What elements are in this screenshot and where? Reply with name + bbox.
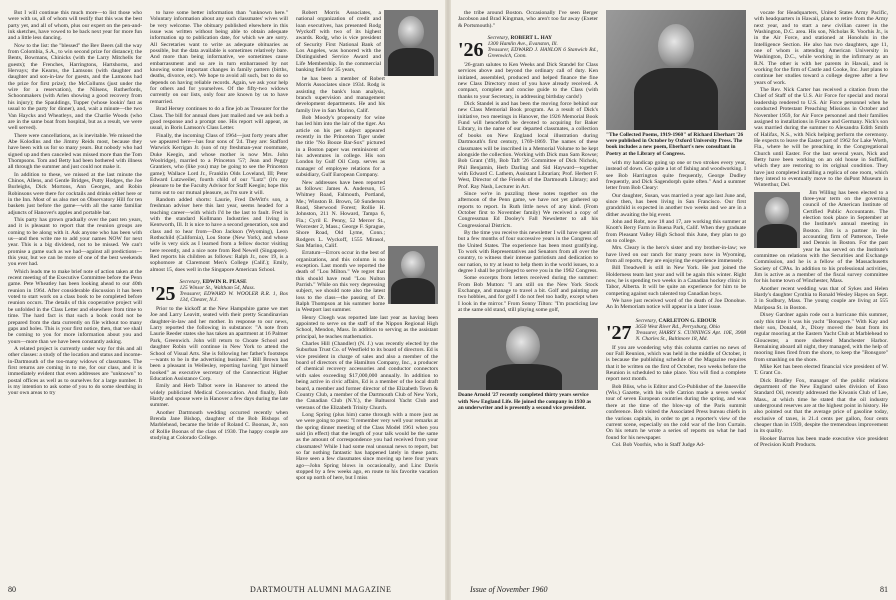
paragraph: the tribe around Boston. Occasionally I've seen Berger Jacobson and Brad Kingman, who aren't too far away (Exeter & Portsmouth)." <box>458 10 598 29</box>
column-text <box>606 160 746 312</box>
paragraph: Since we're in puzzling these notes together on the afternoon of the Penn game, we have not yet gathered up reports to report. In Ruth little news of any kind. (From October first to November family) We received a copy of Congressman Ed Dooley's Fall Newsletter to all his Congressional Districts. <box>458 190 598 229</box>
paragraph: This party has grown gradually over the past ten years, and it is pleasant to report that the reunion groups are coming to be along with it. Ask anyone who has been with us—and then write me to add your names NOW for next year. This is a big dividend, not to be missed. We can't promise a game such as we had—against all predictions—this year, but we can be more of one of the best weekends you ever had. <box>8 217 142 268</box>
treasurer-label: Treasurer, EDWARD J. HANLON <box>487 47 562 54</box>
left-page-column-3 <box>296 10 438 576</box>
class-1926-header <box>458 35 598 62</box>
secretary-address: 3650 West River Rd., Perrysburg, Ohio <box>635 323 720 330</box>
photo-doane-arnold <box>458 318 598 390</box>
column-text <box>606 345 746 449</box>
right-page-column-3 <box>754 10 888 576</box>
wyckoff-block <box>296 10 438 76</box>
photo-richard-eberhart <box>606 10 746 130</box>
class-1925-header <box>150 279 288 306</box>
treasurer-address: R.R. 1, Box 134, Chester, N.J. <box>179 291 288 304</box>
paragraph: Emily and Herb Talbot were in Hanover to attend the widely publicized Medical Convocation. And finally, Bob Hardy and spouse were in Hanover a few days during the late summer. <box>150 383 288 409</box>
magazine-title: DARTMOUTH ALUMNI MAGAZINE <box>250 585 392 594</box>
secretary-name: ROBERT L. HAY <box>510 35 553 42</box>
class-number: '26 <box>458 39 484 62</box>
paragraph: Henry Cloegh was reported late last year as having been appointed to serve on the staff of the Nippon Regional High School, Mendon, Mass. In addition to serving as the assistant principal, he teaches mathematics. <box>296 314 438 340</box>
column-text <box>150 306 288 441</box>
paragraph: Prior to the kickoff at the New Hampshire game we met Joe and Larry Leavitt, seated with their pretty Scandinavian daughter-in-law and her mother. In response to our news, Larry reported the following in substance: "A note from Laurie Reeder states she has taken an apartment at 16 Palmer Park, Greenwich. John will return to Choate School and daughter Robin will continue in New York to attend the School of Visual Arts. She is following her father's footsteps—wants to be in the advertising business." Bill Brown has been a pleasant in Wellesley, reporting having "got himself hooked" as executive secretary of the Connecticut Higher Education Assistance Corp. <box>150 306 288 382</box>
secretary-label: Secretary, <box>635 317 658 324</box>
secretary-label: Secretary, <box>179 279 202 286</box>
paragraph: Another Dartmouth wedding occurred recently when Brenda Jane Bishop, daughter of the Bob Bishops of Marblehead, became the bride of Roland C. Boonas, Jr., son of Rollie Boonas of the class of 1930. The happy couple are studying at Colorado College. <box>150 409 288 441</box>
column-text <box>296 10 381 76</box>
paragraph: We have just received word of the death of Joe Donohue. An In Memoriam notice will appear in a later issue. <box>606 298 746 311</box>
paragraph: The Rev. Nick Carter has received a citation from the Chief of Staff of the U.S. Air Force for special and moral leadership rendered to U.S. Air Force personnel when he conducted Protestant Preaching Missions in October and November 1959, for Air Force personnel and their families assigned to installations in France and Germany. Nick's son was married during the summer to Alexandra Edith Smith of Halifax, N.S., with Nick helping perform the ceremony. He expects to leave the Easter part of 1962 for Lake Worth, Fla., where he will be preaching in the Congregational Church until Easter. For the last several years, Nick and Betty have been working on an old house in Suffield, which they are restoring to its original condition. They have just completed installing a replica of one room, which they intend to eventually move to the duPont Museum in Winterthur, Del. <box>754 87 888 189</box>
paragraph: Long Spring (plus him) came through with a more just as we were going to press: "I remember very well your remarks at the spring dinner meeting of the Class Model 1961 when you said (in effect) that the length of your talk would be the same as the amount of correspondence you had received from your classmates? While I had some real unusual news to report, but so far nothing fantastic has happened lately in these parts. Have seen a few classmates since moving up here four years ago—John Spring blows in occasionally, and Linc Davis stopped by a few weeks ago, en route to his favorite vacation spot up north of here, but I miss <box>296 411 438 482</box>
portrait-body <box>757 224 797 248</box>
paragraph: But I will continue this much more—to list those who were with us, all of whom will testify that this was the best party yet, and all of whom, plus our expert on the pen-and-ink sketches, have vowed to be back next year for more fun and a little less dancing. <box>8 10 142 42</box>
page-gutter <box>445 0 451 600</box>
left-page-column-1 <box>8 10 142 576</box>
class-officers <box>180 279 288 303</box>
secretary-address: 1300 Hamlin Ave., Evanston, Ill. <box>487 41 558 48</box>
class-1927-header <box>606 318 746 342</box>
class-number: '25 <box>150 283 176 306</box>
photo-caption-eberhart: "The Collected Poems, 1919-1960" of Richard Eberhart '26 were published in October by Oxford University Press. The book includes a new poem, Eberhart's new consultant in Poetry at the Library of Congress. <box>606 132 744 157</box>
paragraph: Bob Moody's propensity for wine has led him into the lair of the tiger. An article on his pet subject appeared recently in the Princeton Tiger under the title "No Booze Bar-Sox" pictured in a Boston paper was reminiscent of his adventures in college. His son London by Gulf Oil Corp. serves as manager of employee relations for a subsidiary, Gulf European Company. <box>296 115 385 179</box>
paragraph: New addresses have been reported as follows: James A. Anderson, 15 Whitney Road, Falmouth, Portland, Me.; Winston B. Brown, 50 Sunderson Road, Sherwood Forest; Rollie H. Johnston, 211 N. Howard, Tampa 6, Fla.; Cyril E. Penny, 52 Mercer St., Worcester 2, Mass.; George F. Sprague, Shore Road, Old Lyme, Conn.; Rodgers L. Wyckoff, 1555 Mirasol, San Marino, Calif. <box>296 179 385 249</box>
paragraph: There were cancellations, as is inevitable. We missed the Abe Kolodins and the Jimmy Reids most, because they have been with us for so many years. But nobody who had signed up and then canceled was missed more than the Tom Thompsons. Tom and Betty had been bothered with illness all through the summer and just could not make it. <box>8 132 142 171</box>
paragraph: Erratum—Errors occur in the best of organizations, and this column is no exception. Last month we reported the death of "Lou Milton." We regret that this should have read "Lou Nulton Parrish." While on this very depressing subject, we should note also the latest loss to the class—the passing of Dr. Ralph Thompson at his summer home in Westport last summer. <box>296 250 385 314</box>
paragraph: Robert Morris Associates, a national organization of credit and loan executives, has presented Rodg Wyckoff with two of its highest awards. Rodg, who is vice president of Security First National Bank of Los Angeles, was honored with the Distinguished Service Award and Life Membership. In the commercial banking field for 35 years, <box>296 10 381 74</box>
left-page-column-2 <box>150 10 288 576</box>
column-text-with-photo <box>296 76 438 482</box>
paragraph: Random added shorts: Laurie, Fred DeWitt's son, a freshman adviser here this last year, seems headed for a teaching career—with which I'd be the last to fault. Fred is with the standard Kollmann Industries and living in Kentworth, Ill. It is nice to have a second generation, son and class and to hear from—Don Jackson (Wyoming), Leon Rothschild (California), Lou Stone (New York), and whose wife is very sick as I learned from a fellow doctor visiting here recently, and a nice note from Red Newell (Singapore). Red reports his children as follows: Ralph Jr., now 19, is a sophomore at Claremont Men's College (Calif.); Emily, almost 15, does well in the Singapore American School. <box>150 196 288 273</box>
paragraph: with my handicap going up one or two strokes every year, instead of down. Go quite a lot of fishing and woodworking. I see Bob Harrington quite frequently, George Dudley frequently, and Dick Sagendorph quite often." And a summer letter from Bob Cleary: <box>606 159 746 192</box>
portrait-body <box>391 278 435 304</box>
paragraph: By the time you receive this newsletter I will have spent all but a few months of four successive years in the Congress of the United States. The experience has been most gratifying. To work with Representatives and Senators from all over the country, to witness their intense patriotism and dedication to our nation, to try at least to help them in the world issues, to a degree I shall be privileged to serve you in the 1962 Congress. <box>458 229 598 275</box>
class-number: '27 <box>606 321 632 344</box>
paragraph: Mike Ket has been elected financial vice president of W. T. Grant Co. <box>754 363 888 377</box>
column-text <box>458 10 598 29</box>
photo-caption-arnold: Doane Arnold '27 recently completed thirty years service with New England Life. He joined the company in 1930 as an underwriter and is presently a second vice president. <box>458 392 592 411</box>
column-text <box>458 62 598 314</box>
paragraph: Now to the list: the "blessed" the Bev Beers (all the way from Colombia, S.A., to win second prize for distance); the Bents, Bowmans, Chinicks (with the Larry Mitchells for guests); the Frenches, Harringtons, Hartshorns, and Hervays; the Kearns, the Lamsons (with daughter and daughter and son-in-law for guests, and the Lamsons had the prize for first prize); the McCollums (just under the wire for a reservation), the Nilsens, Rutherfords, Schoonmakers (with Arlen showing a good recovery from his injury); the Spauldings, Tupper (whose lookin' fast as usual to the party for dinner), and, wait a minute—the two Van Haycks and Wheatleys, and the Charlie Woods (who are in the same boat from hospital, but as a result, we were well served). <box>8 42 142 132</box>
paragraph: Another recent wedding was that of Sykes and Helen Hardy's daughter Cynthia to Ronald Wesley Hayes on Sept. 3 in Sudbury, Mass. The young couple are living at 555 Mariposa St. in Boston. <box>754 285 888 311</box>
secretary-label: Secretary, <box>487 35 510 42</box>
issue-date: Issue of November 1960 <box>470 585 548 594</box>
paragraph: Our daughter, Susan, was married a year ago last June and, since then, has been living in San Francisco. Our first grandchild is expected in another two weeks and we are in a dither awaiting the big event. <box>606 192 746 218</box>
paragraph: '26-gram salutes to Ken Weeks and Dick Standel for Class services above and beyond the ordinary call of duty. Ken initiated, assembled, produced and helped finance the fine new Class Directory most of you have already received. A compact, complete and concise guide to the Class (with thanks to your Secretary, in addressing birthday cards!) <box>458 62 598 100</box>
paragraph: Col. Bob Voorhis, who is Staff Judge Ad- <box>612 441 705 448</box>
paragraph: Bill Treadwell is still in New York. He just joined the Holderness team last year and will be again this winter. Right now, he is spending two weeks in a Canadian hockey clinic in Tabor, Alberta. It will be quite an experience for him to be competing against such talented top Canadian boys. <box>606 265 746 297</box>
portrait-face <box>765 197 789 225</box>
portrait-body <box>486 364 562 390</box>
paragraph: Hooker Barron has been made executive vice president of Precision Kraft Products. <box>754 435 888 449</box>
secretary-name: EDWIN R. PEASE <box>202 279 247 286</box>
paragraph: Finally, the incoming Class of 1964—just forty years after we appeared here—has four sons of '24. They are: Stafford Warwick Kerrigan Jr. (son of my freshman-year roommate, Duke Keegin, and whose mother is now Mrs. John Woolridge), married to a Princeton '57; Jean and Peggy Grantiers, who (like you) may be going to see the Princeton game); Wallace Lord Jr., Franklin Olds Loveland, III; Peter Edward Lutzweiler, fourth child of our "Lutz" (it's my pleasure to be the Faculty Advisor for Staff Keegin; hope this turns out to our mutual pleasure, as I'm sure it will. <box>150 132 288 196</box>
paragraph: Some excerpts from letters received during the summer: From Bob Mutton: "I am still on the New York Stock Exchange, and manage to travel a bit. Golf and painting are two hobbies, and for golf I do not feel too badly, except when I look in the mirror." From Sonny Tilton: "I'm practicing law at the same old stand, still playing some golf, <box>458 275 598 314</box>
secretary-name: CARLETON G. EBOUR <box>658 317 717 324</box>
paragraph: Dick Standel is and has been the moving force behind our new Class Memorial Book program. As a result of Dick's initiative, two meetings in Hanover, the 1926 Memorial Book Fund will henceforth be devoted to acquiring for Baker Library, in the name of our departed classmates, a collection of books on New England local illustration during Dartmouth's first century, 1769-1869. The names of these classmates will be inscribed in a Memorial Volume to be kept alongside the collection. Working with Dick man Sam Rowse; Bob Grant ('49), Bob Taft '26 Committee of Dick Nichols, Phil Benjamin, Herb Darling and Sid Hayward—together with Edward C. Lathem, Assistant Librarian; Prof. Herbert F. West, Director of the Friends of the Dartmouth Library; and Prof. Ray Nash, Lecturer in Art. <box>458 101 598 190</box>
portrait-face <box>658 24 694 68</box>
paragraph: Mrs. Cleary is the hero's sister and my brother-in-law; we have lived on our ranch for many years now in Wyoming, from all reports, they are enjoying the experience immensely. <box>606 245 746 264</box>
paragraph: Dixey Gardner again rode out a hurricane this summer, only this time it was his yacht "Bonsgore." With Kay and their son, Donald, Jr., Dixey moved the boat from its regular mooring at the Eastern Yacht Club at Marblehead to Gloucester, a more sheltered Manchester Harbor. Remaining aboard all night, they managed, with the help of mooring lines fired from the shore, to keep the "Bonsgore" from smashing on the shore. <box>754 312 888 363</box>
portrait-face <box>401 251 425 279</box>
paragraph: Dick Bradley Fox, manager of the public relations department of the New England sales division of Esso Standard Oil, recently addressed the Kiwanis Club of Lee, Mass., at which time he stated that the oil industry underground reserves are at the highest point in history. He also pointed out that the average price of gasoline today, exclusive of taxes, is 21.4 cents per gallon, four cents cheaper than in 1939, despite the tremendous improvement in its quality. <box>754 377 888 435</box>
page-number-right: 81 <box>880 585 888 594</box>
column-text <box>150 10 288 273</box>
secretary-address: 125 Winsor St., Waltham 54, Mass. <box>179 285 255 292</box>
willing-block <box>754 190 888 449</box>
portrait-face <box>398 16 424 48</box>
class-officers <box>488 35 598 59</box>
portrait-photo-hill <box>388 246 438 304</box>
paragraph: vocate for Headquarters, United States Army Pacific, with headquarters in Hawaii, plans to retire from the Army next year, and to start a new civilian career in the Washington, D.C. area. His son, Nicholas R. Voorhis Jr., is in the Air Force, and stationed at Honolulu in the Intelligence Section. He also has two daughters, age 11, one of whom is attending American University in Washington, D.C., while working in the infirmary as an R.N. The other is with her parents in Hawaii, and is working for the firm of Castle and Cooke, Inc. Just plans to continue her studies toward a college degree after a few years of work. <box>754 10 888 86</box>
paragraph: Charles Hill (Chandler) (N. J.) was recently elected by the Suburban Trust Co. of Westfield to its board of directors. Ed is vice president in charge of sales and also a member of the board of directors of the Hamilton Company, Inc., a producer of chemical recovery accessories and conductor connectors with sales exceeding $17,000,000 annually. In addition to being active in civic affairs, Ed is a member of the local draft board, a member and former director of the Elizabeth Town & Country Club, a member of the Dartmouth Club of New York, the Canadian Club (N.Y.), the Baltusrol Yacht Club and veterans of the Elizabeth Trinity Church. <box>296 341 438 411</box>
paragraph: John and Robt, now 18 and 17, are working this summer at Knott's Berry Farm in Buena Park, Calif. When they graduate from Pleasant Valley High School this June, they plan to go on to college. <box>606 218 746 244</box>
portrait-photo-willing <box>754 192 800 248</box>
paragraph: In addition to these, we missed at the last minute the Chinos, Allens, and Gentle Bridges, Putty Hodges, the Joe Burleighs, Dick Mortons, Ann Georges, and Robin Robinsons were there for cocktails and drinks either here or in the Inn. Most of us also met on Observatory Hill for ten baskets just before the game—with all the same familiar adjuncts of Hanover's apples and portable bar. <box>8 171 142 216</box>
paragraph: he has been a member of Robert Morris Associates since 1934. Rodg is assisting the bank's loan analysis, branch supervision and management development departments. He and his family live in San Marino, Calif. <box>296 76 385 114</box>
treasurer-address: 6 Stanwich Rd., Greenwich, Conn. <box>487 47 598 60</box>
portrait-photo-wyckoff <box>384 10 438 76</box>
paragraph: to have some better information than "unknown here." Voluntary information about any such classmates' wives will be very welcome. The obituary published elsewhere in this issue was written without being able to obtain adequate information up to publication date, for which we are sorry. All Secretaries want to write as adequate obituaries as possible, but the data available is sometimes relatively bare. And more than being informative, we sometimes cause embarrassment and so are in turn embarrassed by not knowing some important changes in family pattern (births, deaths, divorce, etc). We hope to avoid all such, but to do so depends on having reliable records. Again, we ask your help for others and for yourselves. Of the fifty-two widows currently on our lists, only four are known by us to have remarried. <box>150 10 288 105</box>
treasurer-address: Apt. 10E, 3908 N. Charles St., Baltimore 18, Md. <box>635 329 746 342</box>
class-officers <box>636 318 746 342</box>
paragraph: Bob Bliss, who is Editor and Co-Publisher of the Janesville (Wis.) Gazette, with his wife Catrion made a seven weeks' tour of seven European countries during the spring, and was there at the time of the blow-up of the Paris summit conference. Bob visited the Associated Press bureau chiefs in the various capitals, in order to get a reporter's view of the current scene, especially on the cold war of the Iron Curtain. On his return he wrote a series of reports on what he had found for his newspaper. <box>606 383 746 441</box>
portrait-body <box>388 48 434 76</box>
column-text <box>8 10 142 397</box>
portrait-body <box>634 68 718 130</box>
column-text <box>754 10 888 189</box>
paragraph: Jim Willing has been elected to a three-year term on the governing council of the American Institute of Certified Public Accountants. The election took place in September at the Institute's annual meeting in Boston. Jim is a partner in the accounting firm of Patterson, Teele and Dennis in Boston. For the past year he has served on the Institute's committee on relations with the Securities and Exchange Commission, and he is a fellow of the Massachusetts Society of CPAs. In addition to his professional activities, Jim is active as a member of the fiscal survey committee for his home town of Winchester, Mass. <box>754 189 888 285</box>
treasurer-label: Treasurer, HARRY S. CUNNINGS <box>635 329 711 336</box>
right-page-column-2 <box>606 10 746 576</box>
paragraph: Which leads me to make brief note of action taken at the recent meeting of the Executive Committee before the Penn game. Pete Wheatley has been looking ahead to our 40th reunion in 1964. After considerable discussion it has been voted to start work on a class book to be completed before reunion occurs. The details of this cooperative project will be unfolded in the Class Letter and elsewhere from time to time. The hard fact is that such a book could not be prepared from the data currently on file without too many gaps and holes. This is your first notice, then, that we shall be coming to you for more information about you and yours—more than we have been constantly asking. <box>8 268 142 345</box>
page-number-left: 80 <box>8 585 16 594</box>
paragraph: If you are wondering why this column carries no news of our Fall Reunion, which was held in the middle of October, it is because the publishing schedule of the Magazine requires that it be written on the first of October, two weeks before the Reunion is scheduled to take place. You will find a complete report next month. <box>606 344 746 383</box>
paragraph: A related project is currently under way for this and all other classes: a study of the location and status and income-in-Dartmouth of the too-many widows of classmates. The first returns are coming in to me, for our class, and it is immediately evident that even addresses are "unknown" to postal offices as well as to ourselves for a large number. It is my intention to ask some of you to do some sleuthing in your own areas to try <box>8 345 142 397</box>
paragraph: Brad Hersey continues to do a fine job as Treasurer for the Class. The bill for annual dues just mailed and we ask both a good response and a prompt one. His report will appear, as usual, in Boris Lamson's Class Letter. <box>150 106 288 132</box>
right-page-column-1 <box>458 10 598 576</box>
treasurer-label: Treasurer, EDWARD W. WOOLER <box>179 291 259 298</box>
portrait-face <box>506 326 540 366</box>
